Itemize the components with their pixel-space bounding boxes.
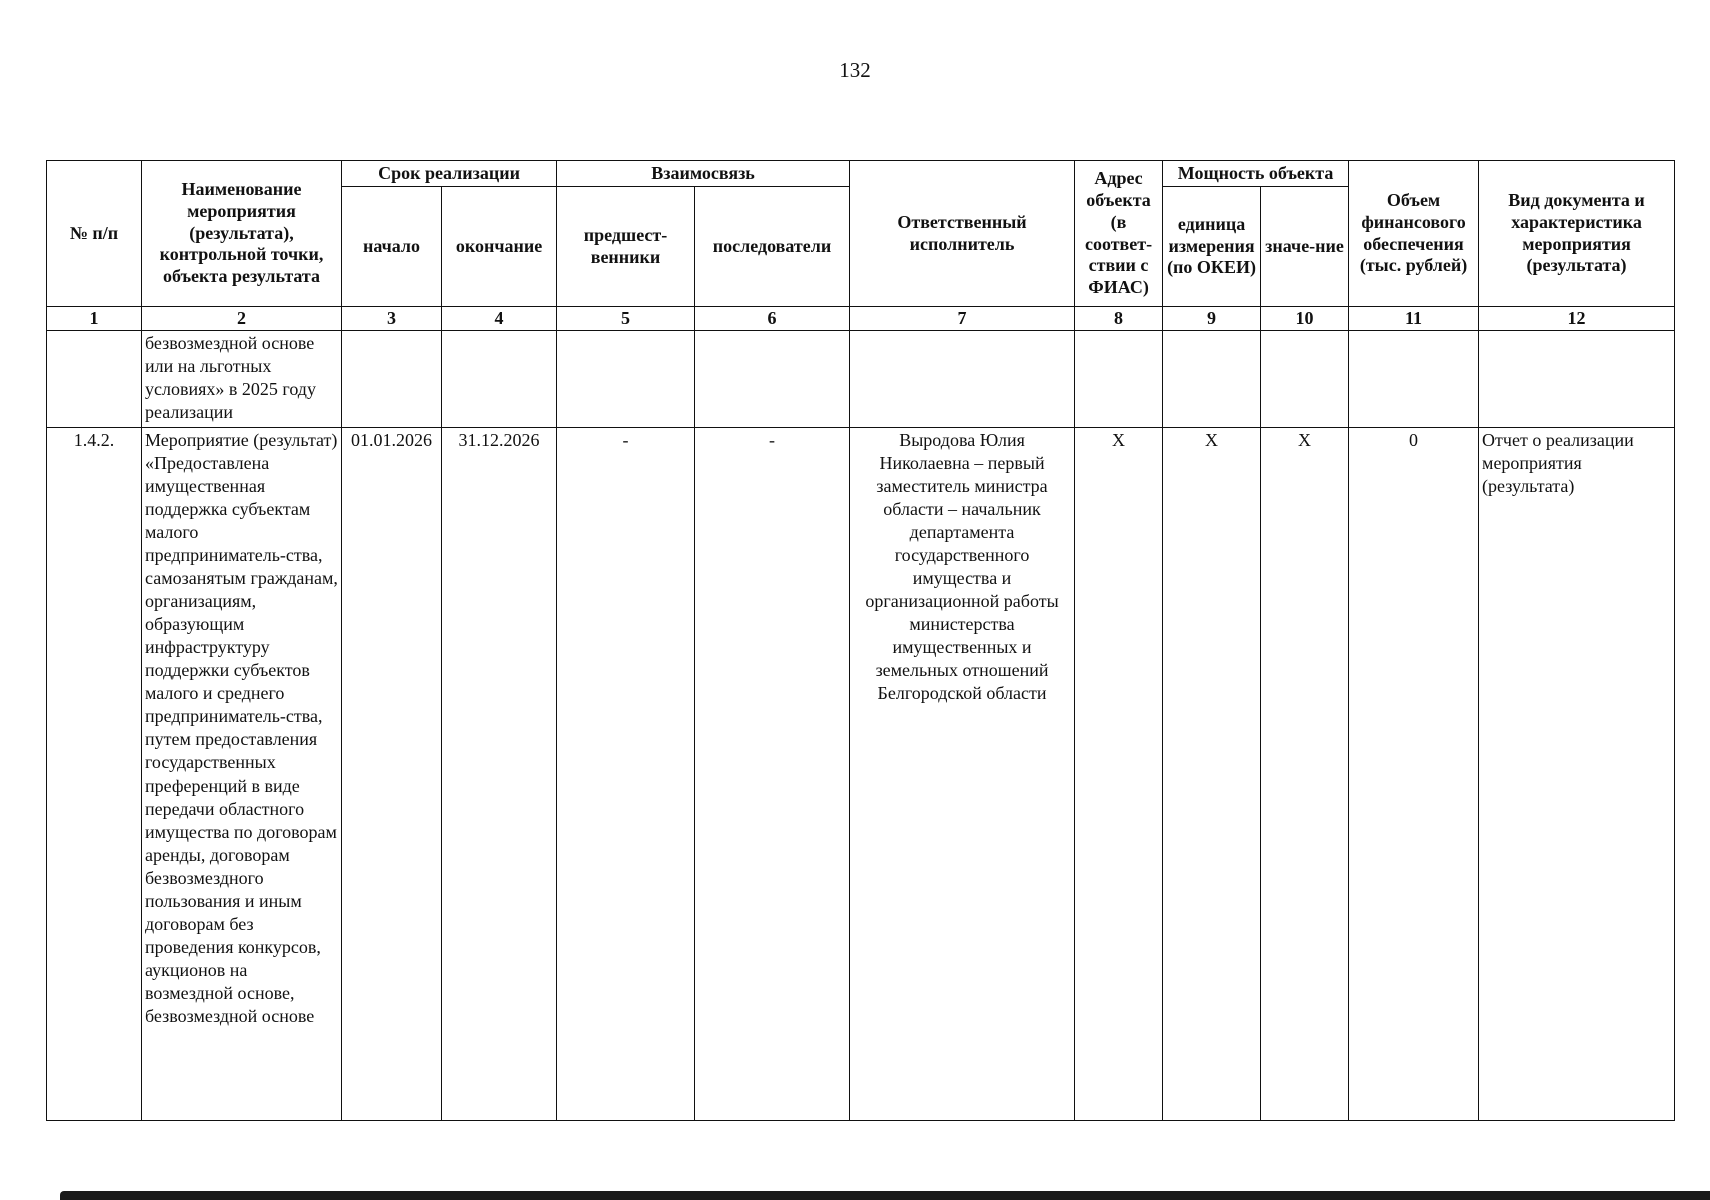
row-unit: Х bbox=[1163, 428, 1261, 1121]
header-value: значе-ние bbox=[1261, 187, 1349, 307]
header-finance: Объем финансового обеспечения (тыс. рублей) bbox=[1349, 161, 1479, 307]
column-number: 7 bbox=[850, 307, 1075, 331]
row-doc bbox=[1479, 331, 1675, 428]
header-unit: единица измерения (по ОКЕИ) bbox=[1163, 187, 1261, 307]
header-predecessors: предшест-венники bbox=[557, 187, 695, 307]
row-responsible bbox=[850, 331, 1075, 428]
column-number: 10 bbox=[1261, 307, 1349, 331]
table-row bbox=[47, 428, 1675, 1121]
table-row bbox=[47, 331, 1675, 428]
row-predecessors: - bbox=[557, 428, 695, 1121]
row-responsible: Выродова Юлия Николаевна – первый заместитель министра области – начальник департамента государственного имущества и организационной работы министерства имущественных и земельных отношений Белгородской области bbox=[850, 428, 1075, 1121]
row-num: 1.4.2. bbox=[47, 428, 142, 1121]
row-finance: 0 bbox=[1349, 428, 1479, 1121]
row-end bbox=[442, 331, 557, 428]
scan-edge-shadow bbox=[60, 1191, 1710, 1200]
row-start: 01.01.2026 bbox=[342, 428, 442, 1121]
column-number: 9 bbox=[1163, 307, 1261, 331]
column-number: 12 bbox=[1479, 307, 1675, 331]
row-successors bbox=[695, 331, 850, 428]
column-number: 11 bbox=[1349, 307, 1479, 331]
column-number: 4 bbox=[442, 307, 557, 331]
row-end: 31.12.2026 bbox=[442, 428, 557, 1121]
row-name: безвозмездной основе или на льготных условиях» в 2025 году реализации bbox=[142, 331, 342, 428]
row-address: Х bbox=[1075, 428, 1163, 1121]
page-number: 132 bbox=[839, 58, 871, 82]
header-responsible: Ответственный исполнитель bbox=[850, 161, 1075, 307]
row-address bbox=[1075, 331, 1163, 428]
header-name: Наименование мероприятия (результата), контрольной точки, объекта результата bbox=[142, 161, 342, 307]
header-doc-type: Вид документа и характеристика мероприятия (результата) bbox=[1479, 161, 1675, 307]
row-start bbox=[342, 331, 442, 428]
header-successors: последователи bbox=[695, 187, 850, 307]
row-finance bbox=[1349, 331, 1479, 428]
row-value bbox=[1261, 331, 1349, 428]
row-doc: Отчет о реализации мероприятия (результата) bbox=[1479, 428, 1675, 1121]
column-number: 5 bbox=[557, 307, 695, 331]
row-value: Х bbox=[1261, 428, 1349, 1121]
row-predecessors bbox=[557, 331, 695, 428]
row-unit bbox=[1163, 331, 1261, 428]
row-name: Мероприятие (результат) «Предоставлена имущественная поддержка субъектам малого предприниматель-ства, самозанятым гражданам, организациям, образующим инфраструктуру поддержки субъектов малого и среднего предприниматель-ства, путем предоставления государственных преференций в виде передачи областного имущества по договорам аренды, договорам безвозмездного пользования и иным договорам без проведения конкурсов, аукционов на возмездной основе, безвозмездной основе bbox=[142, 428, 342, 1121]
header-capacity: Мощность объекта bbox=[1163, 161, 1349, 187]
header-period: Срок реализации bbox=[342, 161, 557, 187]
column-numbers-row bbox=[47, 307, 1675, 331]
header-num: № п/п bbox=[47, 161, 142, 307]
header-start: начало bbox=[342, 187, 442, 307]
header-end: окончание bbox=[442, 187, 557, 307]
header-address: Адрес объекта (в соответ-ствии с ФИАС) bbox=[1075, 161, 1163, 307]
row-successors: - bbox=[695, 428, 850, 1121]
column-number: 3 bbox=[342, 307, 442, 331]
column-number: 6 bbox=[695, 307, 850, 331]
row-num bbox=[47, 331, 142, 428]
events-table bbox=[46, 160, 1675, 1121]
header-relation: Взаимосвязь bbox=[557, 161, 850, 187]
column-number: 2 bbox=[142, 307, 342, 331]
column-number: 1 bbox=[47, 307, 142, 331]
column-number: 8 bbox=[1075, 307, 1163, 331]
